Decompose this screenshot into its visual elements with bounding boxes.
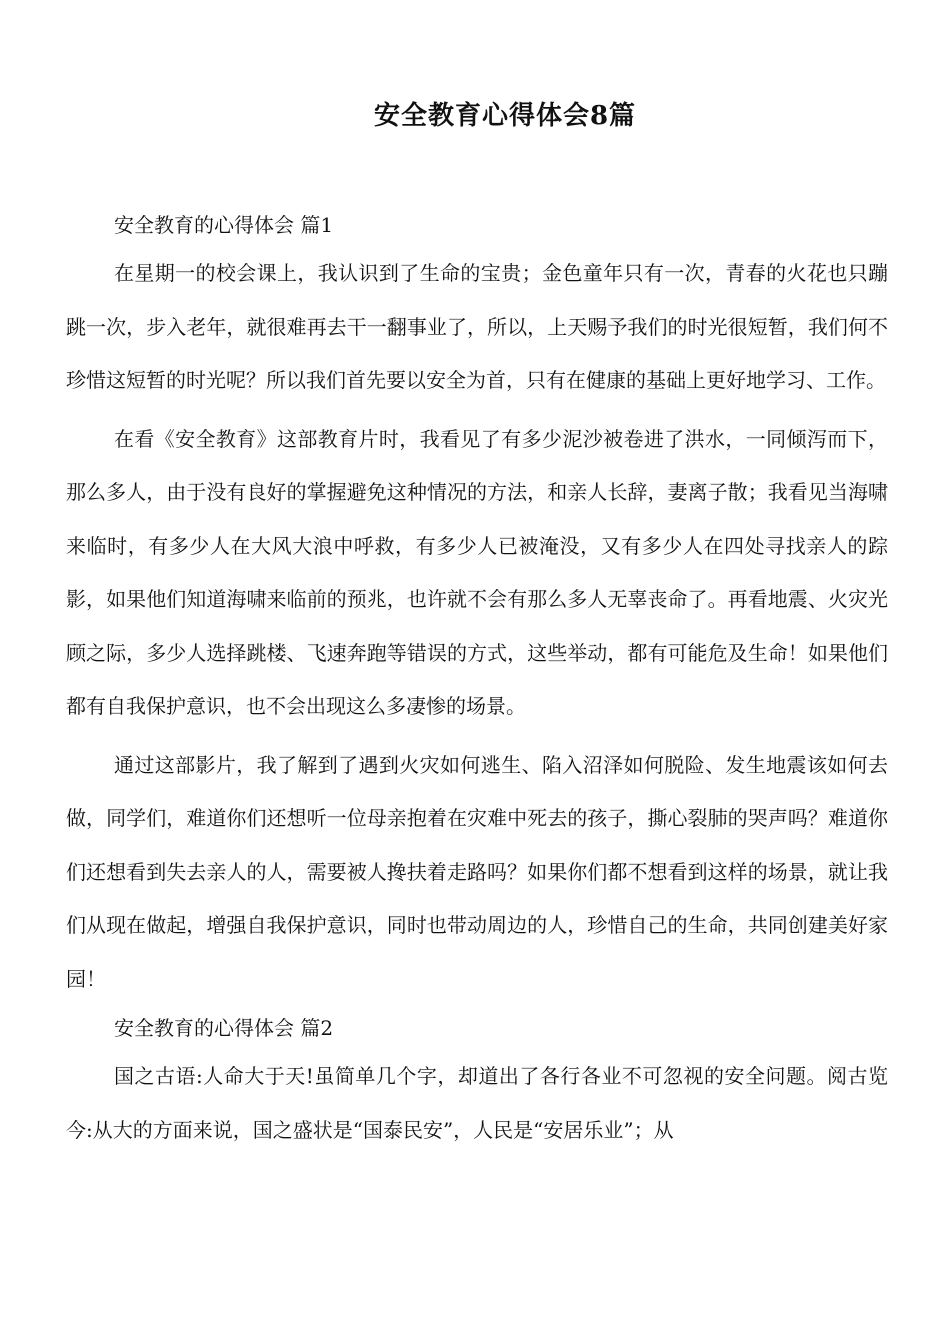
section-heading-2: 安全教育的心得体会 篇2 xyxy=(114,1016,334,1040)
paragraph: 通过这部影片，我了解到了遇到火灾如何逃生、陷入沼泽如何脱险、发生地震该如何去做，同学们，难道你们还想听一位母亲抱着在灾难中死去的孩子，撕心裂肺的哭声吗？难道你们还想看到失去亲人的人，需要被人搀扶着走路吗？如果你们都不想看到这样的场景，就让我们从现在做起，增强自我保护意识，同时也带动周边的人，珍惜自己的生命，共同创建美好家园！ xyxy=(66,752,888,991)
document-body xyxy=(66,208,888,1162)
section-heading-1: 安全教育的心得体会 篇1 xyxy=(114,213,334,237)
paragraph: 在看《安全教育》这部教育片时，我看见了有多少泥沙被卷进了洪水，一同倾泻而下，那么多人，由于没有良好的掌握避免这种情况的方法，和亲人长辞，妻离子散；我看见当海啸来临时，有多少人在大风大浪中呼救，有多少人已被淹没，又有多少人在四处寻找亲人的踪影，如果他们知道海啸来临前的预兆，也许就不会有那么多人无辜丧命了。再看地震、火灾光顾之际，多少人选择跳楼、飞速奔跑等错误的方式，这些举动，都有可能危及生命！如果他们都有自我保护意识，也不会出现这么多凄惨的场景。 xyxy=(66,426,888,718)
document-title: 安全教育心得体会8篇 xyxy=(373,101,637,131)
paragraph: 国之古语:人命大于天!虽简单几个字，却道出了各行各业不可忽视的安全问题。阅古览今:从大的方面来说，国之盛状是“国泰民安”，人民是“安居乐业”；从 xyxy=(66,1064,888,1142)
paragraph: 在星期一的校会课上，我认识到了生命的宝贵；金色童年只有一次，青春的火花也只蹦跳一次，步入老年，就很难再去干一翻事业了，所以，上天赐予我们的时光很短暂，我们何不珍惜这短暂的时光呢？所以我们首先要以安全为首，只有在健康的基础上更好地学习、工作。 xyxy=(66,261,888,392)
